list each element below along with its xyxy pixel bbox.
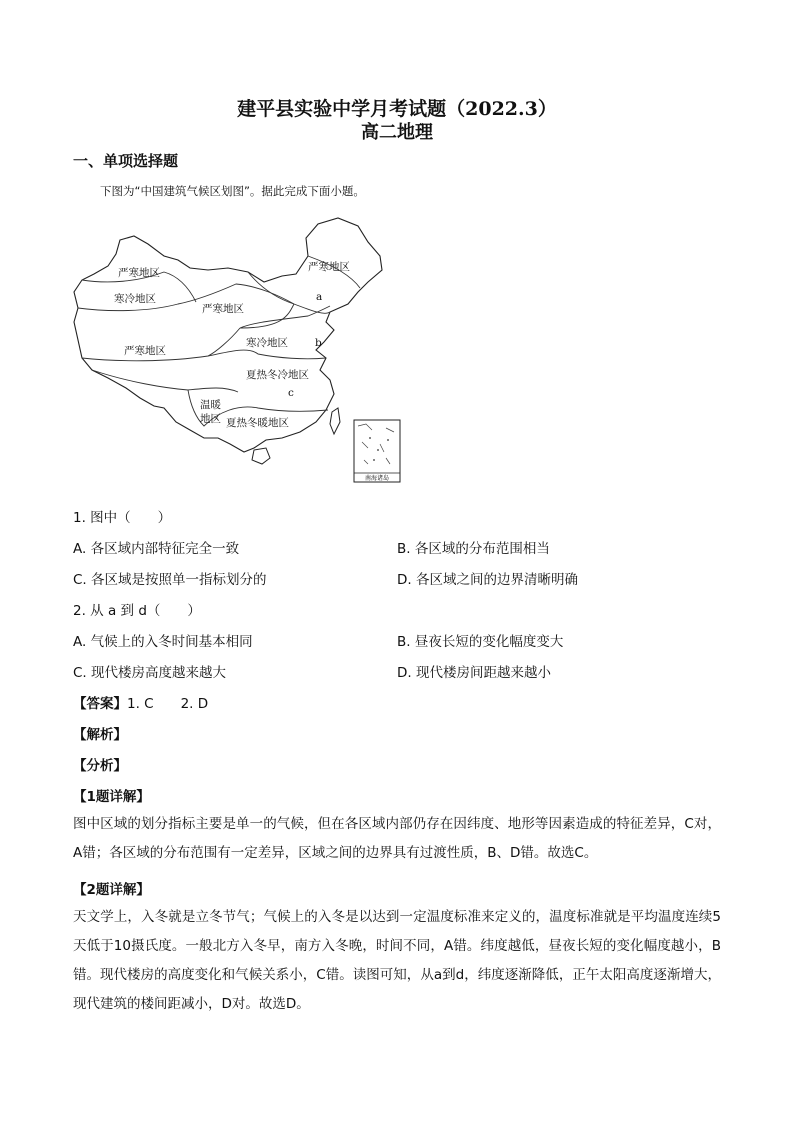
map-label-hot-summer-cold-winter: 夏热冬冷地区 [246, 369, 309, 381]
map-label-cold-west: 寒冷地区 [114, 293, 156, 305]
map-label-mild-2: 地区 [200, 413, 221, 425]
intro-text: 下图为“中国建筑气候区划图”。据此完成下面小题。 [100, 184, 365, 198]
south-china-sea-inset [354, 420, 400, 482]
taiwan-island [330, 408, 340, 434]
hainan-island [252, 448, 270, 464]
map-label-hot-summer-warm-winter: 夏热冬暖地区 [226, 417, 289, 429]
q2-option-a: A. 气候上的入冬时间基本相同 [73, 634, 253, 650]
answer-label: 【答案】 [73, 696, 127, 712]
q1-option-c: C. 各区域是按照单一指标划分的 [73, 572, 267, 588]
map-label-b: b [315, 337, 322, 349]
q1-option-b: B. 各区域的分布范围相当 [397, 541, 550, 557]
china-climate-zone-map [68, 212, 408, 488]
detail1-text: 图中区域的划分指标主要是单一的气候，但在各区域内部仍存在因纬度、地形等因素造成的特征差异，C对，A错；各区域的分布范围有一定差异，区域之间的边界具有过渡性质，B、D错。故选C。 [73, 816, 721, 861]
subject-title: 高二地理 [361, 122, 433, 143]
detail2-text: 天文学上，入冬就是立冬节气；气候上的入冬是以达到一定温度标准来定义的，温度标准就是平均温度连续5天低于10摄氏度。一般北方入冬早，南方入冬晚，时间不同，A错。纬度越低，昼夜长短的变化幅度越小，B错。现代楼房的高度变化和气候关系小，C错。读图可知，从a到d，纬度逐渐降低，正午太阳高度逐渐增大，现代建筑的楼间距减小，D对。故选D。 [73, 909, 721, 1012]
map-label-severe-cold-tibet: 严寒地区 [124, 345, 166, 357]
answer-value: 1. C 2. D [127, 696, 209, 712]
map-label-severe-cold-nw: 严寒地区 [118, 267, 160, 279]
zone-boundary [82, 350, 326, 361]
answer-line [73, 692, 208, 712]
map-label-severe-cold-ne: 严寒地区 [308, 261, 350, 273]
page-title: 建平县实验中学月考试题（2022.3） [237, 98, 557, 120]
map-label-a: a [316, 291, 323, 303]
q1-option-d: D. 各区域之间的边界清晰明确 [397, 572, 578, 588]
zone-boundary [208, 328, 240, 356]
q2-option-c: C. 现代楼房高度越来越大 [73, 665, 227, 681]
analysis-label: 【解析】 [73, 727, 127, 743]
section-heading: 一、单项选择题 [73, 152, 179, 170]
q2-option-b: B. 昼夜长短的变化幅度变大 [397, 634, 564, 650]
detail1-label: 【1题详解】 [73, 789, 150, 805]
map-label-c: c [288, 387, 294, 399]
zone-boundary [240, 304, 294, 328]
q1-stem: 1. 图中（ ） [73, 510, 172, 526]
map-label-cold-east: 寒冷地区 [246, 337, 288, 349]
q1-option-a: A. 各区域内部特征完全一致 [73, 541, 240, 557]
q2-stem: 2. 从 a 到 d（ ） [73, 603, 201, 619]
q2-option-d: D. 现代楼房间距越来越小 [397, 665, 551, 681]
inset-label: 南海诸岛 [364, 475, 390, 482]
zone-boundary [78, 284, 294, 311]
detail2-label: 【2题详解】 [73, 882, 150, 898]
map-label-mild-1: 温暖 [200, 399, 221, 411]
map-label-severe-cold-central: 严寒地区 [202, 303, 244, 315]
analysis-sub-label: 【分析】 [73, 758, 127, 774]
